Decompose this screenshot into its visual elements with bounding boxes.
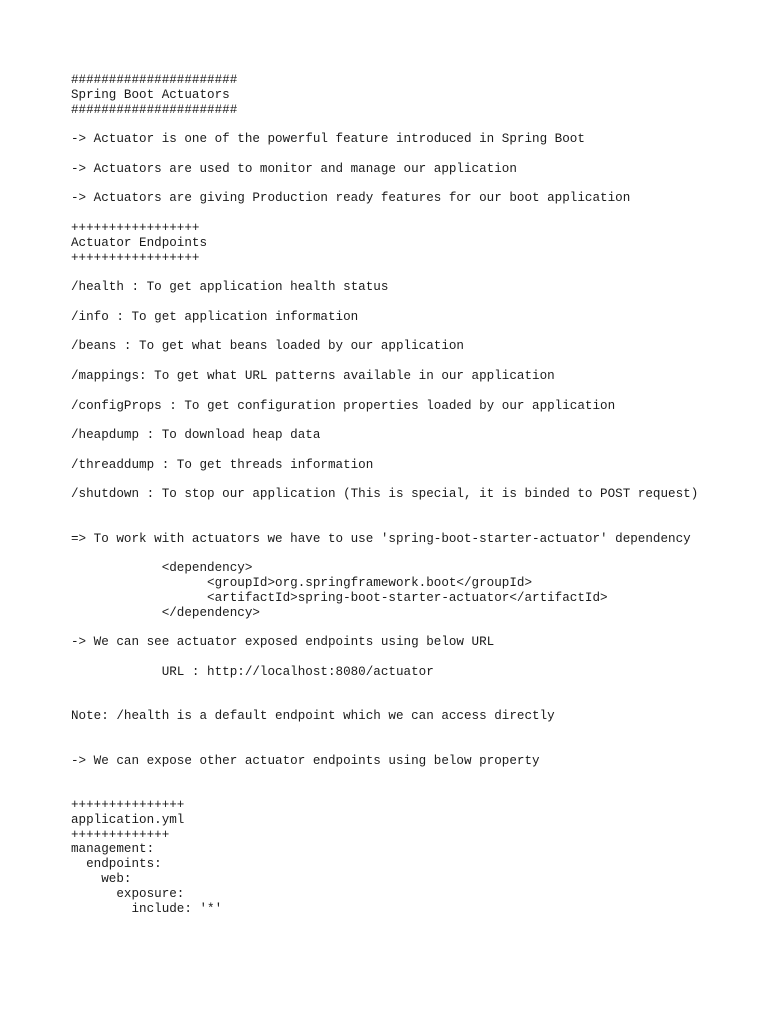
intro-line: -> Actuators are used to monitor and manage our application	[71, 161, 517, 176]
endpoint-info: /info : To get application information	[71, 309, 359, 324]
health-note: Note: /health is a default endpoint which we can access directly	[71, 709, 555, 724]
title-rule-top: ######################	[71, 73, 238, 87]
endpoint-configprops: /configProps : To get configuration properties loaded by our application	[71, 398, 616, 413]
dependency-xml-line: <dependency>	[71, 561, 253, 576]
yml-rule-bottom: +++++++++++++	[71, 827, 170, 842]
document-title: Spring Boot Actuators	[71, 87, 230, 102]
endpoints-rule-top: +++++++++++++++++	[71, 220, 200, 235]
title-rule-bottom: ######################	[71, 102, 238, 117]
dependency-intro: => To work with actuators we have to use 'spring-boot-starter-actuator' dependency	[71, 531, 691, 546]
expose-property-intro: -> We can expose other actuator endpoints using below property	[71, 753, 540, 768]
endpoints-heading: Actuator Endpoints	[71, 235, 208, 250]
yml-line: exposure:	[71, 886, 185, 901]
yml-line: endpoints:	[71, 857, 162, 872]
actuator-url: URL : http://localhost:8080/actuator	[71, 664, 434, 679]
dependency-xml-line: <groupId>org.springframework.boot</groupId>	[71, 576, 533, 591]
exposed-endpoints-intro: -> We can see actuator exposed endpoints using below URL	[71, 635, 495, 650]
endpoint-beans: /beans : To get what beans loaded by our application	[71, 339, 464, 354]
document-body	[71, 73, 761, 916]
yml-line: web:	[71, 872, 132, 887]
endpoint-heapdump: /heapdump : To download heap data	[71, 428, 321, 443]
endpoint-threaddump: /threaddump : To get threads information	[71, 457, 374, 472]
yml-line: include: '*'	[71, 901, 223, 916]
endpoint-shutdown: /shutdown : To stop our application (This is special, it is binded to POST request)	[71, 487, 699, 502]
endpoints-rule-bottom: +++++++++++++++++	[71, 250, 200, 265]
dependency-xml-line: </dependency>	[71, 605, 260, 620]
intro-line: -> Actuators are giving Production ready features for our boot application	[71, 191, 631, 206]
intro-line: -> Actuator is one of the powerful feature introduced in Spring Boot	[71, 132, 585, 147]
yml-rule-top: +++++++++++++++	[71, 798, 185, 813]
endpoint-health: /health : To get application health status	[71, 280, 389, 295]
endpoint-mappings: /mappings: To get what URL patterns available in our application	[71, 368, 555, 383]
yml-heading: application.yml	[71, 812, 185, 827]
dependency-xml-line: <artifactId>spring-boot-starter-actuator</artifactId>	[71, 590, 608, 605]
yml-line: management:	[71, 842, 155, 857]
